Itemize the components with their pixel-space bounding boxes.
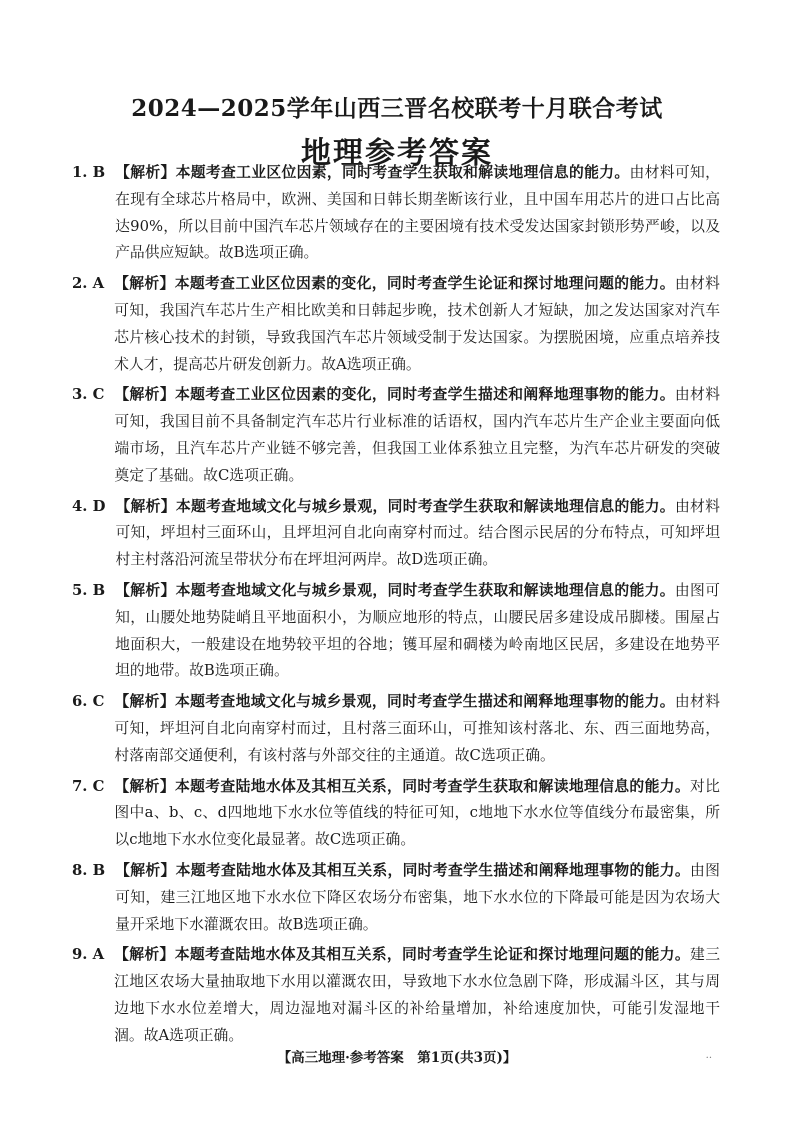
explanation-lead: 【解析】本题考查陆地水体及其相互关系，同时考查学生获取和解读地理信息的能力。	[114, 777, 691, 795]
answer-explanation	[114, 382, 720, 489]
corner-mark: ..	[705, 1050, 712, 1061]
explanation-lead: 【解析】本题考查工业区位因素，同时考查学生获取和解读地理信息的能力。	[115, 164, 630, 181]
exam-title: 2024—2025学年山西三晋名校联考十月联合考试	[131, 95, 663, 122]
explanation-text: 对比图中a、b、c、d四地地下水水位等值线的特征可知，c地地下水水位等值线分布最密集，所以c地地下水水位变化最显著。故C选项正确。	[114, 777, 720, 849]
answer-item-5	[72, 578, 720, 685]
answer-item-3	[72, 382, 720, 489]
answer-item-1	[72, 160, 720, 267]
explanation-text: 由材料可知，我国目前不具备制定汽车芯片行业标准的话语权，国内汽车芯片生产企业主要面向低端市场，且汽车芯片产业链不够完善，但我国工业体系独立且完整，为汽车芯片研发的突破奠定了基础。故C选项正确。	[114, 386, 720, 484]
explanation-lead: 【解析】本题考查地域文化与城乡景观，同时考查学生获取和解读地理信息的能力。	[115, 581, 675, 599]
answer-explanation	[115, 858, 720, 938]
answer-explanation	[115, 494, 720, 574]
explanation-text: 建三江地区农场大量抽取地下水用以灌溉农田，导致地下水水位急剧下降，形成漏斗区，其与周边地下水水位差增大，周边湿地对漏斗区的补给量增加，补给速度加快，可能引发湿地干涸。故A选项正确。	[114, 946, 720, 1044]
answer-number: 8. B	[72, 861, 106, 879]
answer-number: 3. C	[72, 386, 105, 404]
answer-item-2	[72, 271, 720, 378]
answer-number: 7. C	[72, 777, 105, 795]
explanation-lead: 【解析】本题考查工业区位因素的变化，同时考查学生论证和探讨地理问题的能力。	[114, 275, 675, 293]
answer-item-6	[72, 689, 720, 769]
answer-item-7	[72, 774, 720, 854]
answer-key-title: 地理参考答案	[301, 136, 493, 171]
explanation-text: 由图可知，山腰处地势陡峭且平地面积小，为顺应地形的特点，山腰民居多建设成吊脚楼。围屋占地面积大，一般建设在地势较平坦的谷地；镬耳屋和碉楼为岭南地区民居，多建设在地势平坦的地带。故B选项正确。	[115, 581, 720, 680]
answer-item-9	[72, 942, 720, 1049]
answer-explanation	[114, 271, 720, 378]
explanation-text: 由材料可知，坪坦村三面环山，且坪坦河自北向南穿村而过。结合图示民居的分布特点，可知坪坦村主村落沿河流呈带状分布在坪坦河两岸。故D选项正确。	[115, 497, 720, 569]
answer-explanation	[114, 689, 720, 769]
answer-number: 6. C	[72, 693, 105, 711]
explanation-lead: 【解析】本题考查工业区位因素的变化，同时考查学生描述和阐释地理事物的能力。	[114, 386, 675, 404]
explanation-text: 由材料可知，坪坦河自北向南穿村而过，且村落三面环山，可推知该村落北、东、西三面地势高，村落南部交通便利，有该村落与外部交往的主通道。故C选项正确。	[114, 693, 720, 764]
page-footer: 【高三地理·参考答案 第1页(共3页)】	[277, 1050, 517, 1066]
explanation-lead: 【解析】本题考查地域文化与城乡景观，同时考查学生描述和阐释地理事物的能力。	[114, 693, 675, 711]
answer-item-4	[72, 494, 720, 574]
explanation-lead: 【解析】本题考查陆地水体及其相互关系，同时考查学生论证和探讨地理问题的能力。	[114, 946, 691, 964]
explanation-text: 由图可知，建三江地区地下水水位下降区农场分布密集，地下水水位的下降最可能是因为农场大量开采地下水灌溉农田。故B选项正确。	[115, 861, 720, 933]
answer-number: 1. B	[72, 164, 106, 181]
explanation-lead: 【解析】本题考查地域文化与城乡景观，同时考查学生获取和解读地理信息的能力。	[115, 497, 675, 515]
answer-explanation	[114, 942, 720, 1049]
answer-number: 4. D	[72, 497, 106, 515]
answer-number: 5. B	[72, 581, 106, 599]
answer-explanation	[115, 578, 720, 685]
explanation-lead: 【解析】本题考查陆地水体及其相互关系，同时考查学生描述和阐释地理事物的能力。	[115, 861, 691, 879]
answer-explanation	[114, 774, 720, 854]
answer-list	[72, 160, 720, 1050]
answer-number: 2. A	[72, 275, 105, 293]
answer-explanation	[115, 160, 720, 267]
answer-item-8	[72, 858, 720, 938]
explanation-text: 由材料可知，在现有全球芯片格局中，欧洲、美国和日韩长期垄断该行业，且中国车用芯片的进口占比高达90%，所以目前中国汽车芯片领域存在的主要困境有技术受发达国家封锁形势严峻，以及产品供应短缺。故B选项正确。	[115, 164, 720, 262]
explanation-text: 由材料可知，我国汽车芯片生产相比欧美和日韩起步晚，技术创新人才短缺，加之发达国家对汽车芯片核心技术的封锁，导致我国汽车芯片领域受制于发达国家。为摆脱困境，应重点培养技术人才，提高芯片研发创新力。故A选项正确。	[114, 275, 720, 373]
answer-number: 9. A	[72, 946, 105, 964]
